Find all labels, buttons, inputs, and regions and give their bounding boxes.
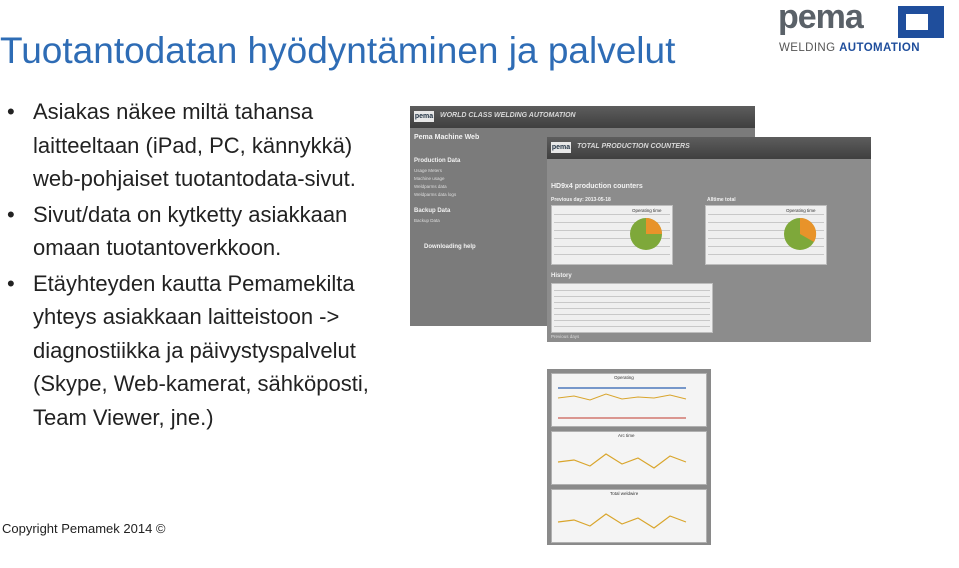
pie-chart [628, 216, 664, 252]
screenshot-banner: pema WORLD CLASS WELDING AUTOMATION [410, 106, 755, 128]
arc-time-chart: Arc time [551, 431, 707, 485]
history-charts-screenshot [547, 369, 711, 545]
pie-chart [782, 216, 818, 252]
bullet-item: • Sivut/data on kytketty asiakkaan omaan tuotantoverkkoon. [0, 198, 400, 265]
copyright-text: Copyright Pemamek 2014 © [2, 521, 166, 536]
logo-mark-icon [898, 6, 944, 38]
bullet-dot-icon: • [7, 99, 15, 124]
bullet-dot-icon: • [7, 270, 15, 296]
alltime-panel: Operating time [705, 205, 827, 265]
history-table [551, 283, 713, 333]
operating-chart: Operating [551, 373, 707, 427]
bullet-item: • Etäyhteyden kautta Pemamekilta yhteys asiakkaan laitteistoon -> diagnostiikka ja päivystyspalvelut (Skype, Web-kamerat, sähköposti, Team Viewer, jne.) [0, 267, 400, 435]
bullet-item: • Asiakas näkee miltä tahansa laitteeltaan (iPad, PC, kännykkä) web-pohjaiset tuotantodata-sivut. [0, 95, 400, 196]
bullet-list [0, 95, 400, 436]
weldwire-chart: Total weldwire [551, 489, 707, 543]
bullet-dot-icon: • [7, 201, 15, 227]
logo-tagline: WELDING AUTOMATION [779, 42, 920, 54]
mini-logo-icon: pema [551, 144, 571, 151]
pema-logo [778, 0, 948, 56]
screenshot-banner: pema TOTAL PRODUCTION COUNTERS [547, 137, 871, 159]
production-counters-screenshot: pema TOTAL PRODUCTION COUNTERS HD9x4 production counters Previous day: 2013-05-18 Alltime total Operating time Operating time History Previous days [547, 137, 871, 342]
mini-logo-icon: pema [414, 113, 434, 120]
logo-word: pema [778, 0, 863, 36]
counters-panel: Operating time [551, 205, 673, 265]
slide-title: Tuotantodatan hyödyntäminen ja palvelut [0, 30, 676, 71]
machine-web-screenshot: pema WORLD CLASS WELDING AUTOMATION Pema Machine Web Production Data Usage Meters Machine usage Weldparms data Weldparms data logs Backup Data Backup Data Downloading help [410, 106, 755, 326]
